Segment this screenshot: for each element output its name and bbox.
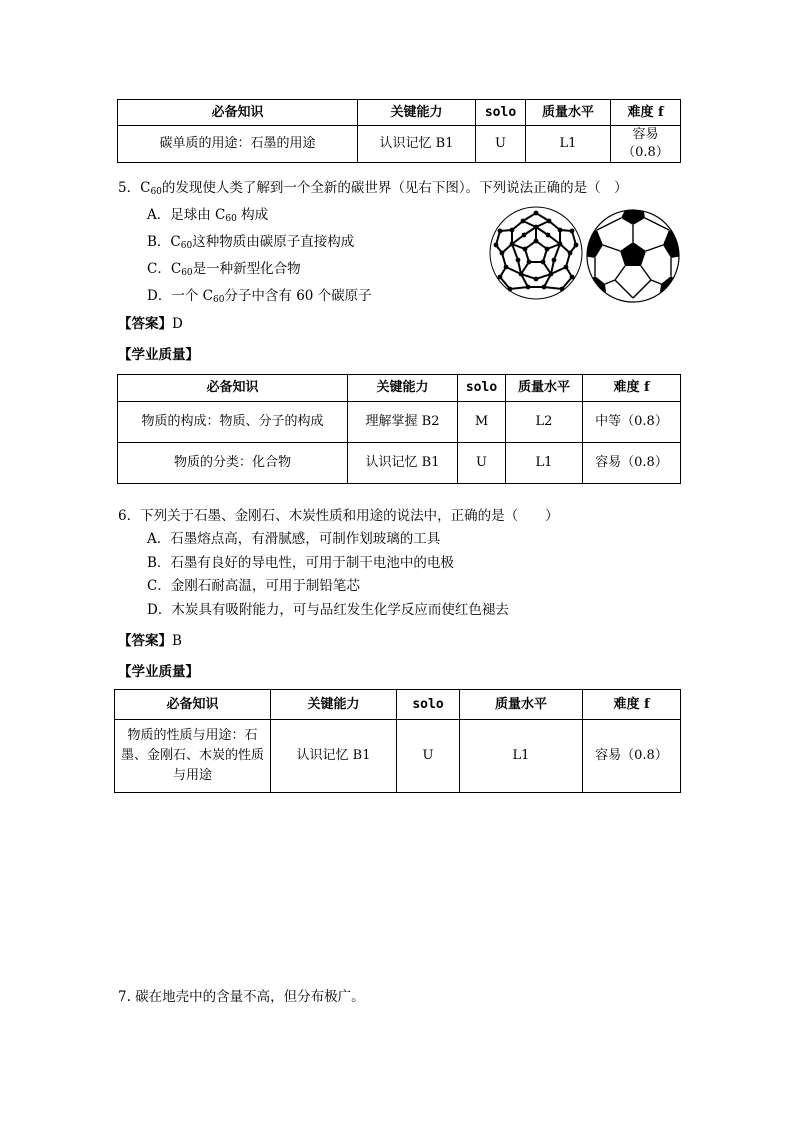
table-header-row (118, 100, 681, 126)
header-solo: solo (397, 690, 460, 720)
header-level: 质量水平 (460, 690, 583, 720)
cell-knowledge: 物质的构成：物质、分子的构成 (118, 402, 348, 443)
cell-level: L1 (506, 443, 583, 484)
quality-table-1 (117, 99, 681, 163)
header-knowledge: 必备知识 (118, 375, 348, 402)
q5-option-c: C．$C_{60}$是一种新型化合物 (147, 261, 301, 278)
c60-molecule-illustration (488, 205, 584, 301)
q6-option-b: B．石墨有良好的导电性，可用于制干电池中的电极 (147, 555, 454, 571)
header-level: 质量水平 (506, 375, 583, 402)
cell-knowledge: 物质的性质与用途：石墨、金刚石、木炭的性质与用途 (115, 720, 271, 793)
quality-table-3 (114, 689, 681, 793)
q5-stem: 5．$C_{60}$的发现使人类了解到一个全新的碳世界（见右下图）。下列说法正确的是（ ） (118, 180, 628, 197)
header-ability: 关键能力 (348, 375, 458, 402)
header-knowledge: 必备知识 (118, 100, 358, 126)
cell-level: L1 (526, 126, 611, 163)
table-header-row (115, 690, 681, 720)
answer-tag: 【答案】 (118, 316, 172, 332)
header-ability: 关键能力 (358, 100, 476, 126)
q6-stem: 6．下列关于石墨、金刚石、木炭性质和用途的说法中，正确的是（ ） (118, 508, 559, 524)
header-solo: solo (476, 100, 526, 126)
table-row (118, 126, 681, 163)
cell-solo: U (458, 443, 506, 484)
cell-ability: 理解掌握 B2 (348, 402, 458, 443)
cell-difficulty: 容易（0.8） (611, 126, 681, 163)
q6-option-a: A．石墨熔点高，有滑腻感，可制作划玻璃的工具 (147, 531, 441, 547)
table-row (115, 720, 681, 793)
q5-quality-heading: 【学业质量】 (118, 347, 199, 363)
answer-tag: 【答案】 (118, 633, 172, 649)
cell-difficulty: 中等（0.8） (583, 402, 681, 443)
quality-table-2 (117, 374, 681, 484)
q5-option-d: D．一个 $C_{60}$分子中含有 60 个碳原子 (147, 288, 372, 305)
cell-solo: U (476, 126, 526, 163)
cell-ability: 认识记忆 B1 (348, 443, 458, 484)
q6-answer (118, 632, 182, 650)
cell-knowledge: 碳单质的用途：石墨的用途 (118, 126, 358, 163)
answer-value: B (172, 633, 182, 649)
cell-knowledge: 物质的分类：化合物 (118, 443, 348, 484)
table-row (118, 402, 681, 443)
cell-level: L2 (506, 402, 583, 443)
q5-answer (118, 315, 183, 333)
q5-option-a: A．足球由 $C_{60}$ 构成 (147, 207, 269, 224)
q6-option-c: C．金刚石耐高温，可用于制铅笔芯 (147, 578, 360, 594)
q6-quality-heading: 【学业质量】 (118, 664, 199, 680)
cell-ability: 认识记忆 B1 (271, 720, 397, 793)
cell-ability: 认识记忆 B1 (358, 126, 476, 163)
answer-value: D (172, 316, 183, 332)
cell-difficulty: 容易（0.8） (583, 443, 681, 484)
cell-difficulty: 容易（0.8） (583, 720, 681, 793)
header-knowledge: 必备知识 (115, 690, 271, 720)
header-solo: solo (458, 375, 506, 402)
table-header-row (118, 375, 681, 402)
soccer-ball-illustration (585, 208, 681, 304)
q5-option-b: B．$C_{60}$这种物质由碳原子直接构成 (147, 234, 355, 251)
table-row (118, 443, 681, 484)
header-level: 质量水平 (526, 100, 611, 126)
cell-level: L1 (460, 720, 583, 793)
header-difficulty: 难度 f (611, 100, 681, 126)
cell-solo: M (458, 402, 506, 443)
q7-stem: 7. 碳在地壳中的含量不高，但分布极广。 (118, 989, 365, 1005)
header-difficulty: 难度 f (583, 690, 681, 720)
header-ability: 关键能力 (271, 690, 397, 720)
cell-solo: U (397, 720, 460, 793)
q6-option-d: D．木炭具有吸附能力，可与品红发生化学反应而使红色褪去 (147, 602, 509, 618)
header-difficulty: 难度 f (583, 375, 681, 402)
